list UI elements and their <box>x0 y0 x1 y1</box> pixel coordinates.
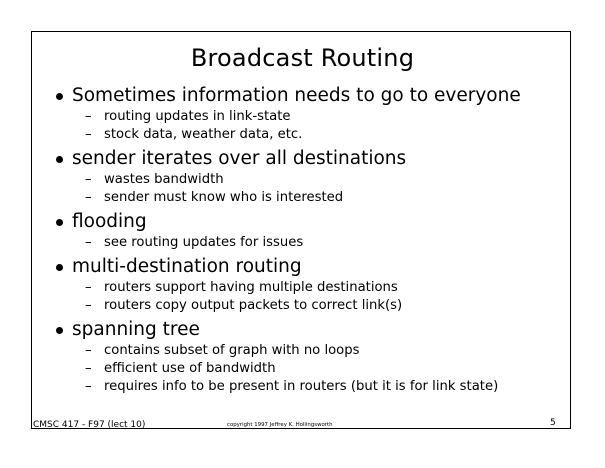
sub-item-text: stock data, weather data, etc. <box>104 127 303 142</box>
sub-item <box>72 108 572 126</box>
bullet-text: spanning tree <box>72 319 200 340</box>
bullet-text: sender iterates over all destinations <box>72 148 407 169</box>
bullet-item <box>52 255 572 315</box>
sub-list <box>72 342 572 396</box>
sub-item-text: see routing updates for issues <box>104 235 304 250</box>
slide-title: Broadcast Routing <box>190 44 415 72</box>
sub-item-text: contains subset of graph with no loops <box>104 343 360 358</box>
sub-dash: – <box>85 235 92 250</box>
sub-item <box>72 378 572 396</box>
sub-dash: – <box>85 298 92 313</box>
sub-item <box>72 279 572 297</box>
bullet-text: Sometimes information needs to go to everyone <box>72 85 521 106</box>
bullet-text: multi-destination routing <box>72 256 302 277</box>
footer-course: CMSC 417 - F97 (lect 10) <box>33 420 146 430</box>
sub-dash: – <box>85 343 92 358</box>
footer-page-number: 5 <box>550 418 556 428</box>
bullet-item <box>52 84 572 144</box>
sub-list <box>72 108 572 144</box>
bullet-dot-icon <box>56 156 63 163</box>
bullet-dot-icon <box>56 327 63 334</box>
sub-dash: – <box>85 379 92 394</box>
sub-item-text: routers support having multiple destinations <box>104 280 398 295</box>
bullet-dot-icon <box>56 219 63 226</box>
sub-item-text: efficient use of bandwidth <box>104 361 276 376</box>
bullet-item <box>52 318 572 396</box>
sub-dash: – <box>85 127 92 142</box>
sub-item-text: sender must know who is interested <box>104 190 344 205</box>
sub-item-text: wastes bandwidth <box>104 172 224 187</box>
sub-dash: – <box>85 172 92 187</box>
bullet-dot-icon <box>56 264 63 271</box>
sub-list <box>72 279 572 315</box>
bullet-item <box>52 147 572 207</box>
sub-list <box>72 171 572 207</box>
sub-item <box>72 189 572 207</box>
bullet-item <box>52 210 572 252</box>
sub-item <box>72 297 572 315</box>
bullet-text: flooding <box>72 211 147 232</box>
sub-item <box>72 171 572 189</box>
bullet-list <box>52 84 572 399</box>
footer-copyright: copyright 1997 Jeffrey K. Hollingsworth <box>227 422 333 428</box>
sub-item <box>72 342 572 360</box>
sub-item <box>72 234 572 252</box>
sub-dash: – <box>85 361 92 376</box>
sub-item <box>72 126 572 144</box>
sub-item-text: routing updates in link-state <box>104 109 291 124</box>
sub-dash: – <box>85 280 92 295</box>
sub-item-text: routers copy output packets to correct link(s) <box>104 298 403 313</box>
sub-item-text: requires info to be present in routers (but it is for link state) <box>104 379 499 394</box>
sub-dash: – <box>85 190 92 205</box>
sub-item <box>72 360 572 378</box>
bullet-dot-icon <box>56 93 63 100</box>
sub-list <box>72 234 572 252</box>
sub-dash: – <box>85 109 92 124</box>
